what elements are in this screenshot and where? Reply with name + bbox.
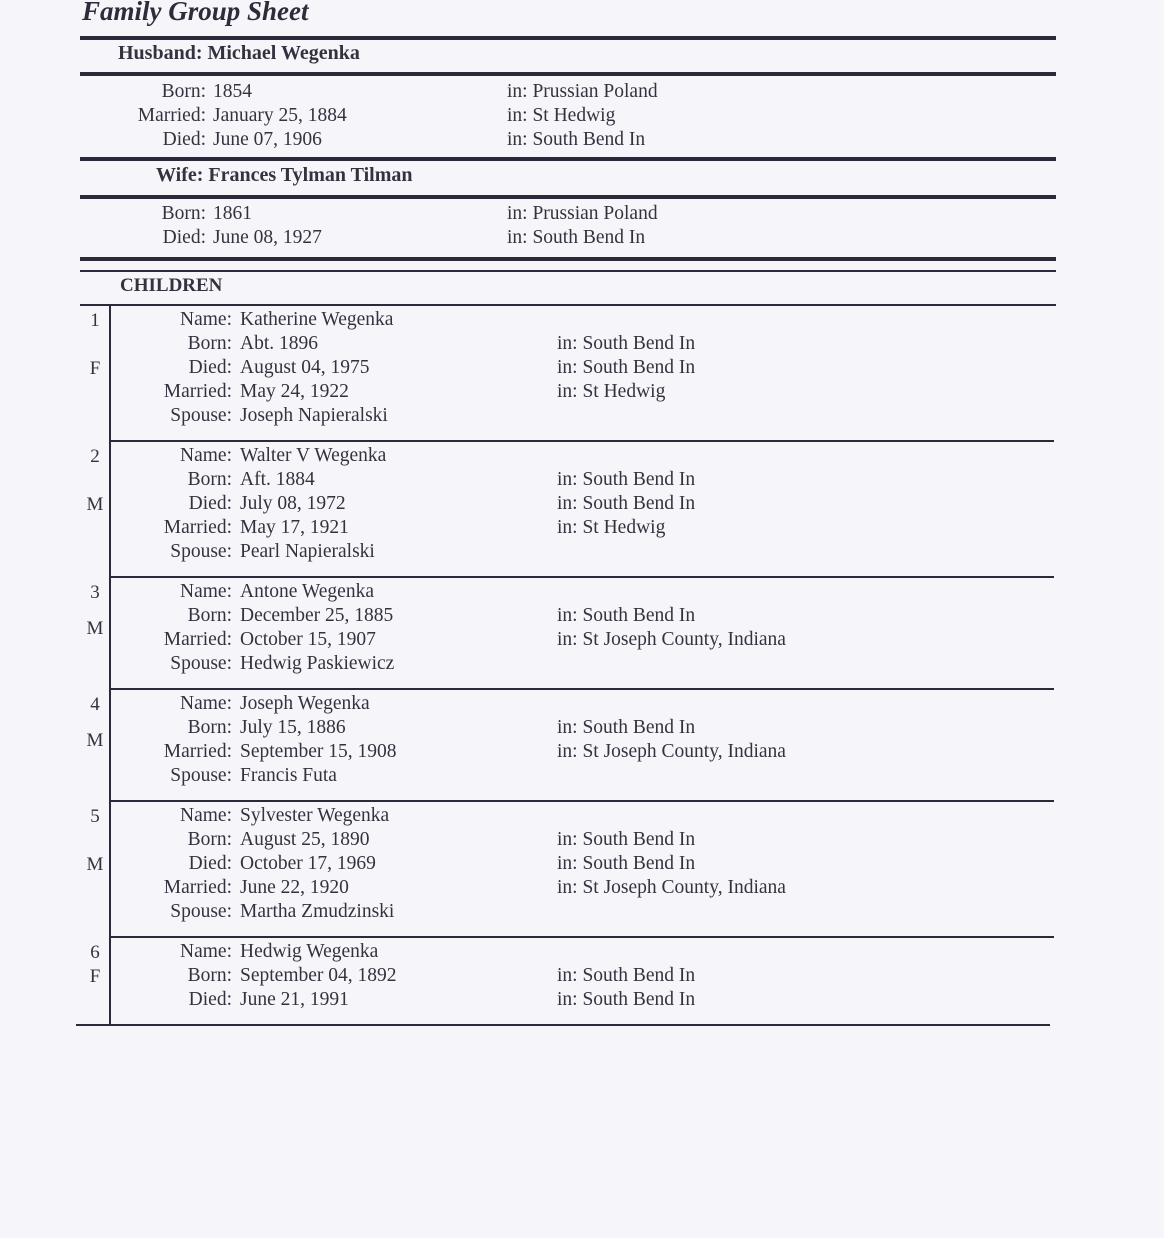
event-value: Pearl Napieralski bbox=[240, 541, 375, 562]
event-label: Born: bbox=[187, 717, 232, 738]
event-value: June 07, 1906 bbox=[213, 129, 322, 150]
wife-heading bbox=[156, 164, 413, 187]
event-place: in: St Hedwig bbox=[507, 105, 616, 126]
event-place: in: South Bend In bbox=[557, 333, 696, 354]
event-value: Francis Futa bbox=[240, 765, 337, 786]
event-value: Hedwig Paskiewicz bbox=[240, 653, 395, 674]
event-row bbox=[0, 104, 1100, 128]
event-label: Born: bbox=[187, 829, 232, 850]
event-place: in: Prussian Poland bbox=[507, 81, 658, 102]
event-label: Name: bbox=[180, 309, 232, 330]
event-value: Joseph Wegenka bbox=[240, 693, 370, 714]
event-value: Abt. 1896 bbox=[240, 333, 318, 354]
child-sex: M bbox=[86, 730, 104, 751]
event-place: in: Prussian Poland bbox=[507, 203, 658, 224]
event-row bbox=[0, 900, 1100, 924]
husband-name: Michael Wegenka bbox=[207, 42, 360, 64]
event-label: Name: bbox=[180, 805, 232, 826]
event-label: Died: bbox=[162, 129, 206, 150]
event-row bbox=[0, 652, 1100, 676]
event-label: Spouse: bbox=[170, 653, 232, 674]
event-row bbox=[0, 580, 1100, 604]
event-value: October 15, 1907 bbox=[240, 629, 376, 650]
event-place: in: South Bend In bbox=[557, 493, 696, 514]
event-row bbox=[0, 964, 1100, 988]
event-label: Born: bbox=[187, 333, 232, 354]
event-label: Spouse: bbox=[170, 405, 232, 426]
event-label: Name: bbox=[180, 941, 232, 962]
event-row bbox=[0, 202, 1100, 226]
event-label: Born: bbox=[187, 469, 232, 490]
event-label: Married: bbox=[163, 381, 232, 402]
child-number: 3 bbox=[90, 582, 100, 603]
page-title: Family Group Sheet bbox=[82, 0, 309, 26]
event-row bbox=[0, 740, 1100, 764]
event-place: in: South Bend In bbox=[557, 469, 696, 490]
event-place: in: St Joseph County, Indiana bbox=[557, 877, 786, 898]
child-separator bbox=[76, 1024, 1050, 1026]
child-separator bbox=[110, 440, 1054, 442]
divider bbox=[80, 270, 1056, 272]
event-row bbox=[0, 692, 1100, 716]
divider bbox=[80, 304, 1056, 306]
event-label: Died: bbox=[162, 227, 206, 248]
event-row bbox=[0, 380, 1100, 404]
event-row bbox=[0, 226, 1100, 250]
event-value: June 21, 1991 bbox=[240, 989, 349, 1010]
divider bbox=[80, 157, 1056, 161]
event-label: Died: bbox=[188, 853, 232, 874]
child-separator bbox=[110, 936, 1054, 938]
event-label: Born: bbox=[161, 203, 206, 224]
event-label: Name: bbox=[180, 581, 232, 602]
event-place: in: St Hedwig bbox=[557, 381, 666, 402]
event-value: December 25, 1885 bbox=[240, 605, 394, 626]
event-row bbox=[0, 828, 1100, 852]
event-label: Spouse: bbox=[170, 541, 232, 562]
event-row bbox=[0, 876, 1100, 900]
divider bbox=[80, 36, 1056, 40]
event-row bbox=[0, 628, 1100, 652]
event-value: September 15, 1908 bbox=[240, 741, 397, 762]
event-value: May 24, 1922 bbox=[240, 381, 349, 402]
event-value: August 04, 1975 bbox=[240, 357, 370, 378]
child-sex: F bbox=[89, 358, 101, 379]
child-number: 2 bbox=[90, 446, 100, 467]
event-value: Joseph Napieralski bbox=[240, 405, 388, 426]
event-place: in: South Bend In bbox=[557, 605, 696, 626]
event-value: June 08, 1927 bbox=[213, 227, 322, 248]
event-label: Married: bbox=[163, 877, 232, 898]
child-separator bbox=[110, 800, 1054, 802]
children-heading: CHILDREN bbox=[120, 275, 223, 296]
event-place: in: St Hedwig bbox=[557, 517, 666, 538]
event-row bbox=[0, 516, 1100, 540]
child-sex: M bbox=[86, 854, 104, 875]
event-value: July 08, 1972 bbox=[240, 493, 346, 514]
child-number: 6 bbox=[90, 942, 100, 963]
event-label: Spouse: bbox=[170, 901, 232, 922]
event-label: Died: bbox=[188, 493, 232, 514]
event-value: 1861 bbox=[213, 203, 252, 224]
event-value: Aft. 1884 bbox=[240, 469, 315, 490]
husband-heading bbox=[118, 42, 360, 65]
event-value: August 25, 1890 bbox=[240, 829, 370, 850]
event-label: Married: bbox=[163, 741, 232, 762]
event-value: Hedwig Wegenka bbox=[240, 941, 379, 962]
child-separator bbox=[110, 688, 1054, 690]
event-value: Martha Zmudzinski bbox=[240, 901, 395, 922]
event-row bbox=[0, 940, 1100, 964]
event-place: in: South Bend In bbox=[557, 829, 696, 850]
child-sex: M bbox=[86, 494, 104, 515]
event-place: in: South Bend In bbox=[557, 717, 696, 738]
event-label: Married: bbox=[163, 629, 232, 650]
wife-heading-label: Wife: bbox=[156, 164, 204, 186]
event-row bbox=[0, 764, 1100, 788]
event-row bbox=[0, 444, 1100, 468]
event-value: July 15, 1886 bbox=[240, 717, 346, 738]
child-number: 1 bbox=[90, 310, 100, 331]
event-value: January 25, 1884 bbox=[213, 105, 347, 126]
event-value: June 22, 1920 bbox=[240, 877, 349, 898]
event-label: Died: bbox=[188, 989, 232, 1010]
event-value: Antone Wegenka bbox=[240, 581, 374, 602]
event-place: in: St Joseph County, Indiana bbox=[557, 629, 786, 650]
event-label: Died: bbox=[188, 357, 232, 378]
child-sex: F bbox=[89, 966, 101, 987]
event-value: September 04, 1892 bbox=[240, 965, 397, 986]
event-row bbox=[0, 804, 1100, 828]
event-label: Born: bbox=[187, 965, 232, 986]
child-number: 5 bbox=[90, 806, 100, 827]
event-row bbox=[0, 540, 1100, 564]
divider bbox=[80, 72, 1056, 76]
event-row bbox=[0, 80, 1100, 104]
event-row bbox=[0, 128, 1100, 152]
event-row bbox=[0, 404, 1100, 428]
divider bbox=[80, 257, 1056, 261]
event-label: Name: bbox=[180, 693, 232, 714]
event-row bbox=[0, 852, 1100, 876]
event-row bbox=[0, 716, 1100, 740]
husband-heading-label: Husband: bbox=[118, 42, 203, 64]
event-value: October 17, 1969 bbox=[240, 853, 376, 874]
event-place: in: South Bend In bbox=[557, 357, 696, 378]
event-row bbox=[0, 356, 1100, 380]
event-value: Sylvester Wegenka bbox=[240, 805, 390, 826]
event-place: in: South Bend In bbox=[507, 129, 646, 150]
event-label: Spouse: bbox=[170, 765, 232, 786]
event-place: in: St Joseph County, Indiana bbox=[557, 741, 786, 762]
event-row bbox=[0, 492, 1100, 516]
wife-name: Frances Tylman Tilman bbox=[208, 164, 413, 186]
event-row bbox=[0, 332, 1100, 356]
event-label: Married: bbox=[163, 517, 232, 538]
event-label: Married: bbox=[137, 105, 206, 126]
event-place: in: South Bend In bbox=[557, 965, 696, 986]
divider bbox=[80, 195, 1056, 199]
child-number: 4 bbox=[90, 694, 100, 715]
child-separator bbox=[110, 576, 1054, 578]
event-value: Katherine Wegenka bbox=[240, 309, 394, 330]
event-label: Name: bbox=[180, 445, 232, 466]
event-place: in: South Bend In bbox=[557, 853, 696, 874]
event-place: in: South Bend In bbox=[507, 227, 646, 248]
event-row bbox=[0, 468, 1100, 492]
event-label: Born: bbox=[187, 605, 232, 626]
event-value: Walter V Wegenka bbox=[240, 445, 387, 466]
event-value: May 17, 1921 bbox=[240, 517, 349, 538]
event-place: in: South Bend In bbox=[557, 989, 696, 1010]
event-value: 1854 bbox=[213, 81, 252, 102]
event-row bbox=[0, 988, 1100, 1012]
event-row bbox=[0, 604, 1100, 628]
event-row bbox=[0, 308, 1100, 332]
child-sex: M bbox=[86, 618, 104, 639]
event-label: Born: bbox=[161, 81, 206, 102]
